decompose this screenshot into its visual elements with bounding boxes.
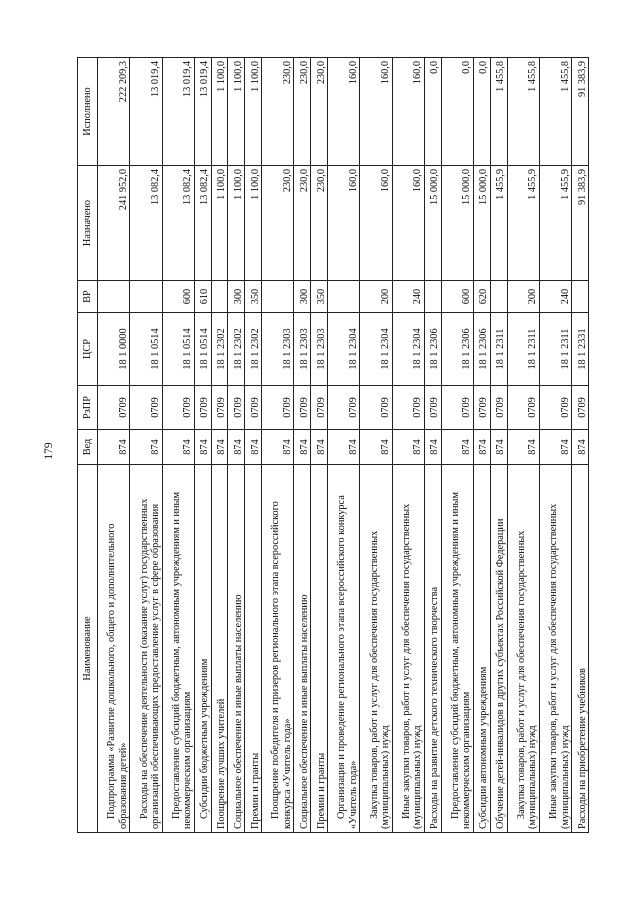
table-row	[539, 58, 571, 833]
row-assigned: 230,0	[294, 166, 311, 281]
row-ved: 874	[328, 430, 360, 465]
row-rzpr: 0709	[572, 386, 589, 430]
row-ved: 874	[194, 430, 211, 465]
row-rzpr: 0709	[539, 386, 571, 430]
row-vr: 600	[441, 281, 473, 313]
col-header-rzpr: РзПР	[78, 386, 98, 430]
table-row	[490, 58, 507, 833]
row-name: Социальное обеспечение и иные выплаты населению	[294, 465, 311, 833]
table-row	[194, 58, 211, 833]
row-ved: 874	[98, 430, 130, 465]
row-csr: 18 1 2302	[228, 313, 245, 386]
row-ved: 874	[211, 430, 228, 465]
row-name: Закупка товаров, работ и услуг для обеспечения государственных (муниципальных) нужд	[360, 465, 392, 833]
row-name: Субсидии автономным учреждениям	[473, 465, 490, 833]
row-vr: 200	[507, 281, 539, 313]
row-csr: 18 1 2304	[392, 313, 424, 386]
row-vr	[328, 281, 360, 313]
row-csr: 18 1 2311	[490, 313, 507, 386]
row-assigned: 160,0	[392, 166, 424, 281]
row-executed: 1 455,8	[507, 58, 539, 166]
table-row	[441, 58, 473, 833]
row-assigned: 1 455,9	[539, 166, 571, 281]
row-vr	[98, 281, 130, 313]
row-csr: 18 1 2302	[245, 313, 262, 386]
row-rzpr: 0709	[424, 386, 441, 430]
row-csr: 18 1 2304	[328, 313, 360, 386]
table-row	[392, 58, 424, 833]
row-executed: 1 100,0	[211, 58, 228, 166]
row-vr: 610	[194, 281, 211, 313]
col-header-assigned: Назначено	[78, 166, 98, 281]
row-name: Социальное обеспечение и иные выплаты населению	[228, 465, 245, 833]
row-assigned: 15 000,0	[441, 166, 473, 281]
row-rzpr: 0709	[328, 386, 360, 430]
row-ved: 874	[392, 430, 424, 465]
row-name: Поощрение лучших учителей	[211, 465, 228, 833]
row-assigned: 1 100,0	[211, 166, 228, 281]
row-rzpr: 0709	[162, 386, 194, 430]
row-executed: 160,0	[360, 58, 392, 166]
col-header-name: Наименование	[78, 465, 98, 833]
row-name: Организация и проведение регионального этапа всероссийского конкурса «Учитель года»	[328, 465, 360, 833]
row-vr: 620	[473, 281, 490, 313]
row-vr	[490, 281, 507, 313]
row-ved: 874	[572, 430, 589, 465]
row-rzpr: 0709	[228, 386, 245, 430]
row-rzpr: 0709	[392, 386, 424, 430]
table-row	[424, 58, 441, 833]
row-name: Предоставление субсидий бюджетным, автономным учреждениям и иным некоммерческим организациям	[441, 465, 473, 833]
row-rzpr: 0709	[98, 386, 130, 430]
row-ved: 874	[245, 430, 262, 465]
row-rzpr: 0709	[360, 386, 392, 430]
row-name: Иные закупки товаров, работ и услуг для обеспечения государственных (муниципальных) нужд	[392, 465, 424, 833]
budget-table	[77, 57, 589, 833]
row-csr: 18 1 2331	[572, 313, 589, 386]
row-vr: 240	[392, 281, 424, 313]
row-name: Премии и гранты	[245, 465, 262, 833]
row-assigned: 15 000,0	[473, 166, 490, 281]
row-vr: 200	[360, 281, 392, 313]
row-name: Иные закупки товаров, работ и услуг для обеспечения государственных (муниципальных) нужд	[539, 465, 571, 833]
row-executed: 230,0	[311, 58, 328, 166]
row-csr: 18 1 0514	[194, 313, 211, 386]
table-body	[98, 58, 589, 833]
row-ved: 874	[311, 430, 328, 465]
row-ved: 874	[162, 430, 194, 465]
row-csr: 18 1 2311	[507, 313, 539, 386]
row-ved: 874	[228, 430, 245, 465]
row-vr	[424, 281, 441, 313]
row-name: Расходы на приобретение учебников	[572, 465, 589, 833]
row-vr: 240	[539, 281, 571, 313]
row-csr: 18 1 0514	[162, 313, 194, 386]
row-assigned: 160,0	[328, 166, 360, 281]
rotated-page	[77, 58, 589, 833]
table-row	[262, 58, 294, 833]
row-csr: 18 1 2306	[424, 313, 441, 386]
row-ved: 874	[294, 430, 311, 465]
row-vr: 300	[294, 281, 311, 313]
table-row	[228, 58, 245, 833]
row-rzpr: 0709	[194, 386, 211, 430]
row-executed: 0,0	[441, 58, 473, 166]
table-row	[162, 58, 194, 833]
table-row	[98, 58, 130, 833]
row-name: Обучение детей-инвалидов в других субъектах Российской Федерации	[490, 465, 507, 833]
row-assigned: 230,0	[262, 166, 294, 281]
col-header-csr: ЦСР	[78, 313, 98, 386]
row-csr: 18 1 2306	[441, 313, 473, 386]
row-executed: 13 019,4	[194, 58, 211, 166]
table-row	[473, 58, 490, 833]
table-row	[245, 58, 262, 833]
table-row	[360, 58, 392, 833]
row-ved: 874	[360, 430, 392, 465]
row-ved: 874	[262, 430, 294, 465]
row-executed: 13 019,4	[130, 58, 162, 166]
row-name: Расходы на обеспечение деятельности (оказание услуг) государственных организаций обеспечивающих предоставление услуг в сфере образования	[130, 465, 162, 833]
row-executed: 160,0	[392, 58, 424, 166]
row-rzpr: 0709	[441, 386, 473, 430]
row-assigned: 15 000,0	[424, 166, 441, 281]
row-assigned: 230,0	[311, 166, 328, 281]
row-ved: 874	[130, 430, 162, 465]
row-rzpr: 0709	[245, 386, 262, 430]
col-header-vr: ВР	[78, 281, 98, 313]
row-rzpr: 0709	[130, 386, 162, 430]
row-vr: 350	[245, 281, 262, 313]
row-name: Предоставление субсидий бюджетным, автономным учреждениям и иным некоммерческим организациям	[162, 465, 194, 833]
row-executed: 1 455,8	[490, 58, 507, 166]
row-name: Закупка товаров, работ и услуг для обеспечения государственных (муниципальных) нужд	[507, 465, 539, 833]
row-executed: 230,0	[294, 58, 311, 166]
table-row	[507, 58, 539, 833]
header-row	[78, 58, 98, 833]
row-vr: 350	[311, 281, 328, 313]
table-row	[211, 58, 228, 833]
row-rzpr: 0709	[311, 386, 328, 430]
row-name: Премии и гранты	[311, 465, 328, 833]
row-assigned: 13 082,4	[162, 166, 194, 281]
row-assigned: 1 455,9	[507, 166, 539, 281]
row-vr: 300	[228, 281, 245, 313]
row-vr	[211, 281, 228, 313]
row-executed: 13 019,4	[162, 58, 194, 166]
row-name: Субсидии бюджетным учреждениям	[194, 465, 211, 833]
row-csr: 18 1 2302	[211, 313, 228, 386]
table-row	[311, 58, 328, 833]
row-csr: 18 1 2303	[311, 313, 328, 386]
row-name: Расходы на развитие детского технического творчества	[424, 465, 441, 833]
row-csr: 18 1 2311	[539, 313, 571, 386]
col-header-ved: Вед	[78, 430, 98, 465]
table-row	[328, 58, 360, 833]
row-assigned: 160,0	[360, 166, 392, 281]
row-csr: 18 1 2303	[294, 313, 311, 386]
row-name: Поощрение победителя и призеров регионального этапа всероссийского конкурса «Учитель года»	[262, 465, 294, 833]
table-row	[572, 58, 589, 833]
row-csr: 18 1 0514	[130, 313, 162, 386]
row-executed: 230,0	[262, 58, 294, 166]
row-executed: 0,0	[424, 58, 441, 166]
row-ved: 874	[490, 430, 507, 465]
row-assigned: 1 455,9	[490, 166, 507, 281]
row-rzpr: 0709	[294, 386, 311, 430]
row-vr: 600	[162, 281, 194, 313]
row-vr	[572, 281, 589, 313]
row-vr	[130, 281, 162, 313]
row-csr: 18 1 0000	[98, 313, 130, 386]
row-csr: 18 1 2303	[262, 313, 294, 386]
row-rzpr: 0709	[473, 386, 490, 430]
table-row	[294, 58, 311, 833]
row-csr: 18 1 2306	[473, 313, 490, 386]
row-executed: 222 209,3	[98, 58, 130, 166]
row-ved: 874	[441, 430, 473, 465]
row-executed: 1 100,0	[245, 58, 262, 166]
row-assigned: 1 100,0	[228, 166, 245, 281]
row-ved: 874	[507, 430, 539, 465]
col-header-executed: Исполнено	[78, 58, 98, 166]
row-assigned: 13 082,4	[194, 166, 211, 281]
row-assigned: 91 383,9	[572, 166, 589, 281]
row-rzpr: 0709	[262, 386, 294, 430]
row-executed: 160,0	[328, 58, 360, 166]
row-rzpr: 0709	[490, 386, 507, 430]
row-assigned: 1 100,0	[245, 166, 262, 281]
table-row	[130, 58, 162, 833]
row-rzpr: 0709	[507, 386, 539, 430]
row-executed: 0,0	[473, 58, 490, 166]
row-vr	[262, 281, 294, 313]
row-assigned: 241 952,0	[98, 166, 130, 281]
page-number: 179	[43, 442, 55, 460]
row-executed: 1 455,8	[539, 58, 571, 166]
row-name: Подпрограмма «Развитие дошкольного, общего и дополнительного образования детей»	[98, 465, 130, 833]
row-ved: 874	[424, 430, 441, 465]
row-executed: 91 383,9	[572, 58, 589, 166]
row-assigned: 13 082,4	[130, 166, 162, 281]
row-ved: 874	[473, 430, 490, 465]
row-csr: 18 1 2304	[360, 313, 392, 386]
row-ved: 874	[539, 430, 571, 465]
row-rzpr: 0709	[211, 386, 228, 430]
row-executed: 1 100,0	[228, 58, 245, 166]
